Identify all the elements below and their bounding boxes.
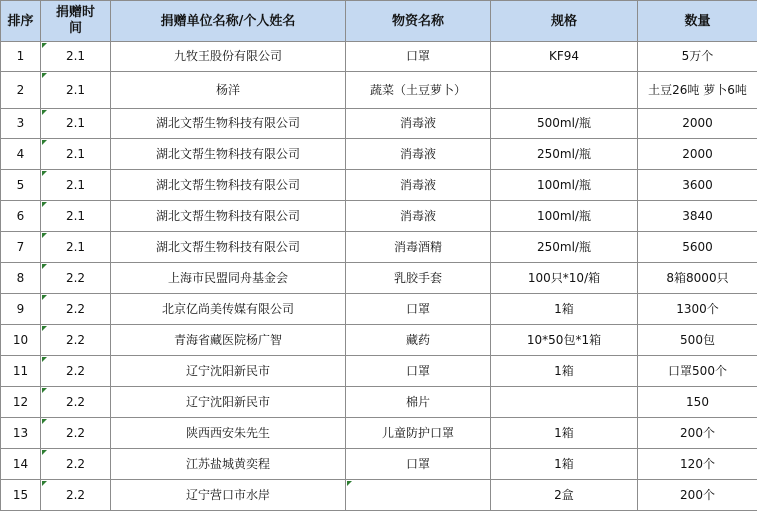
cell-spec[interactable]: 1箱 — [491, 418, 638, 449]
cell-donor[interactable]: 辽宁沈阳新民市 — [111, 387, 346, 418]
cell-spec[interactable]: 10*50包*1箱 — [491, 325, 638, 356]
cell-seq[interactable]: 7 — [1, 232, 41, 263]
cell-date[interactable]: 2.2 — [41, 449, 111, 480]
cell-donor[interactable]: 上海市民盟同舟基金会 — [111, 263, 346, 294]
cell-donor[interactable]: 青海省藏医院杨广智 — [111, 325, 346, 356]
cell-donor[interactable]: 辽宁沈阳新民市 — [111, 356, 346, 387]
table-row[interactable] — [1, 418, 757, 449]
cell-qty[interactable]: 200个 — [638, 418, 757, 449]
cell-spec[interactable]: 1箱 — [491, 356, 638, 387]
cell-qty[interactable]: 土豆26吨 萝卜6吨 — [638, 72, 757, 109]
cell-donor[interactable]: 北京亿尚美传媒有限公司 — [111, 294, 346, 325]
cell-spec[interactable]: 2盒 — [491, 480, 638, 511]
cell-donor[interactable]: 湖北文帮生物科技有限公司 — [111, 201, 346, 232]
cell-seq[interactable]: 13 — [1, 418, 41, 449]
cell-spec[interactable]: 250ml/瓶 — [491, 139, 638, 170]
cell-seq[interactable]: 5 — [1, 170, 41, 201]
cell-seq[interactable]: 2 — [1, 72, 41, 109]
table-row[interactable] — [1, 170, 757, 201]
cell-qty[interactable]: 3600 — [638, 170, 757, 201]
cell-item[interactable]: 藏药 — [346, 325, 491, 356]
cell-donor[interactable]: 湖北文帮生物科技有限公司 — [111, 232, 346, 263]
cell-qty[interactable]: 3840 — [638, 201, 757, 232]
table-row[interactable] — [1, 201, 757, 232]
header-qty[interactable]: 数量 — [638, 1, 757, 42]
cell-date[interactable]: 2.2 — [41, 387, 111, 418]
cell-spec[interactable]: 1箱 — [491, 294, 638, 325]
cell-item[interactable]: 棉片 — [346, 387, 491, 418]
header-spec[interactable]: 规格 — [491, 1, 638, 42]
cell-qty[interactable]: 5万个 — [638, 42, 757, 72]
cell-date[interactable]: 2.2 — [41, 263, 111, 294]
header-donor[interactable]: 捐赠单位名称/个人姓名 — [111, 1, 346, 42]
table-row[interactable] — [1, 294, 757, 325]
table-row[interactable] — [1, 42, 757, 72]
cell-qty[interactable]: 口罩500个 — [638, 356, 757, 387]
cell-date[interactable]: 2.1 — [41, 139, 111, 170]
cell-seq[interactable]: 6 — [1, 201, 41, 232]
cell-date[interactable]: 2.1 — [41, 201, 111, 232]
cell-item[interactable]: 消毒液 — [346, 139, 491, 170]
cell-date[interactable]: 2.2 — [41, 325, 111, 356]
table-body — [1, 42, 757, 511]
table-row[interactable] — [1, 356, 757, 387]
cell-spec[interactable]: 100ml/瓶 — [491, 201, 638, 232]
cell-qty[interactable]: 8箱8000只 — [638, 263, 757, 294]
cell-spec[interactable]: 100ml/瓶 — [491, 170, 638, 201]
cell-seq[interactable]: 9 — [1, 294, 41, 325]
cell-item[interactable]: 儿童防护口罩 — [346, 418, 491, 449]
table-row[interactable] — [1, 480, 757, 511]
cell-date[interactable]: 2.1 — [41, 232, 111, 263]
cell-spec[interactable]: 100只*10/箱 — [491, 263, 638, 294]
cell-spec[interactable]: 1箱 — [491, 449, 638, 480]
cell-spec[interactable] — [491, 387, 638, 418]
cell-donor[interactable]: 湖北文帮生物科技有限公司 — [111, 170, 346, 201]
cell-qty[interactable]: 120个 — [638, 449, 757, 480]
table-row[interactable] — [1, 325, 757, 356]
cell-seq[interactable]: 4 — [1, 139, 41, 170]
cell-date[interactable]: 2.2 — [41, 294, 111, 325]
cell-item[interactable]: 蔬菜（土豆萝卜） — [346, 72, 491, 109]
cell-seq[interactable]: 3 — [1, 109, 41, 139]
table-row[interactable] — [1, 139, 757, 170]
cell-qty[interactable]: 2000 — [638, 109, 757, 139]
cell-qty[interactable]: 2000 — [638, 139, 757, 170]
cell-item[interactable]: 口罩 — [346, 42, 491, 72]
table-row[interactable] — [1, 232, 757, 263]
cell-date[interactable]: 2.2 — [41, 480, 111, 511]
cell-qty[interactable]: 1300个 — [638, 294, 757, 325]
cell-seq[interactable]: 8 — [1, 263, 41, 294]
cell-item[interactable]: 乳胶手套 — [346, 263, 491, 294]
cell-seq[interactable]: 1 — [1, 42, 41, 72]
cell-spec[interactable] — [491, 72, 638, 109]
table-row[interactable] — [1, 449, 757, 480]
cell-date[interactable]: 2.2 — [41, 356, 111, 387]
cell-item[interactable]: 口罩 — [346, 356, 491, 387]
cell-donor[interactable]: 陕西西安朱先生 — [111, 418, 346, 449]
cell-item[interactable]: 口罩 — [346, 294, 491, 325]
cell-date[interactable]: 2.2 — [41, 418, 111, 449]
cell-seq[interactable]: 15 — [1, 480, 41, 511]
cell-donor[interactable]: 江苏盐城黄奕程 — [111, 449, 346, 480]
cell-date[interactable]: 2.1 — [41, 109, 111, 139]
cell-seq[interactable]: 10 — [1, 325, 41, 356]
cell-donor[interactable]: 九牧王股份有限公司 — [111, 42, 346, 72]
cell-date[interactable]: 2.1 — [41, 170, 111, 201]
cell-donor[interactable]: 湖北文帮生物科技有限公司 — [111, 139, 346, 170]
cell-seq[interactable]: 14 — [1, 449, 41, 480]
cell-spec[interactable]: 250ml/瓶 — [491, 232, 638, 263]
cell-spec[interactable]: 500ml/瓶 — [491, 109, 638, 139]
header-seq[interactable]: 排序 — [1, 1, 41, 42]
cell-donor[interactable]: 杨洋 — [111, 72, 346, 109]
cell-qty[interactable]: 200个 — [638, 480, 757, 511]
cell-item[interactable]: 消毒液 — [346, 170, 491, 201]
cell-item[interactable]: 消毒酒精 — [346, 232, 491, 263]
table-row[interactable] — [1, 263, 757, 294]
cell-item[interactable] — [346, 480, 491, 511]
cell-item[interactable]: 口罩 — [346, 449, 491, 480]
cell-spec[interactable]: KF94 — [491, 42, 638, 72]
cell-qty[interactable]: 150 — [638, 387, 757, 418]
cell-donor[interactable]: 辽宁营口市水岸 — [111, 480, 346, 511]
cell-qty[interactable]: 500包 — [638, 325, 757, 356]
cell-item[interactable]: 消毒液 — [346, 109, 491, 139]
table-row[interactable] — [1, 387, 757, 418]
cell-date[interactable]: 2.1 — [41, 72, 111, 109]
header-item[interactable]: 物资名称 — [346, 1, 491, 42]
header-date[interactable]: 捐赠时间 — [41, 1, 111, 42]
header-row — [1, 1, 757, 42]
table-row[interactable] — [1, 109, 757, 139]
cell-seq[interactable]: 11 — [1, 356, 41, 387]
cell-donor[interactable]: 湖北文帮生物科技有限公司 — [111, 109, 346, 139]
table-row[interactable] — [1, 72, 757, 109]
cell-date[interactable]: 2.1 — [41, 42, 111, 72]
cell-qty[interactable]: 5600 — [638, 232, 757, 263]
cell-item[interactable]: 消毒液 — [346, 201, 491, 232]
cell-seq[interactable]: 12 — [1, 387, 41, 418]
